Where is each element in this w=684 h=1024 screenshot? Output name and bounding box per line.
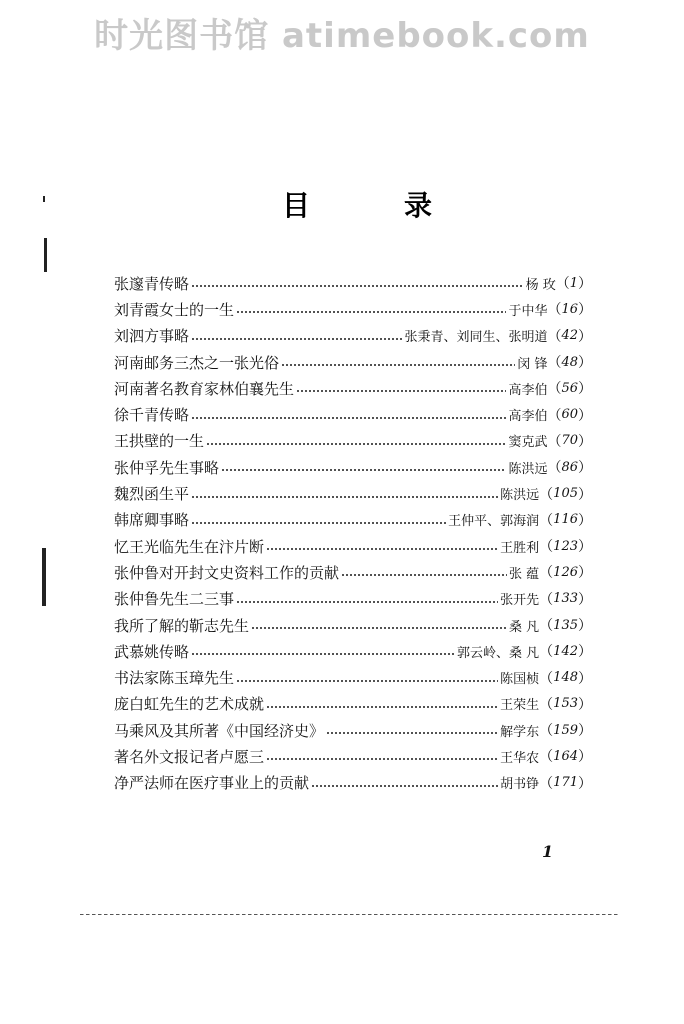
toc-entry-title: 马乘风及其所著《中国经济史》 bbox=[114, 721, 325, 740]
paren-close: ） bbox=[578, 302, 592, 319]
toc-entry-title: 著名外文报记者卢愿三 bbox=[114, 747, 265, 766]
toc-entry-title: 王拱壁的一生 bbox=[114, 432, 205, 451]
toc-entry-page: 86 bbox=[561, 459, 578, 475]
scan-speck bbox=[43, 196, 45, 202]
dot-leader bbox=[266, 548, 498, 550]
bottom-rule bbox=[80, 914, 620, 915]
dot-leader bbox=[236, 680, 498, 682]
toc-entry-title: 河南邮务三杰之一张光俗 bbox=[114, 353, 280, 372]
dot-leader bbox=[206, 443, 506, 445]
toc-entry bbox=[114, 533, 592, 559]
toc-entry-author: 闵 锋 bbox=[517, 356, 548, 372]
dot-leader bbox=[191, 417, 506, 419]
scan-speck bbox=[42, 548, 46, 606]
paren-open: （ bbox=[539, 723, 554, 740]
table-of-contents bbox=[114, 270, 592, 796]
paren-open: （ bbox=[539, 696, 554, 713]
toc-entry-page: 70 bbox=[561, 433, 578, 449]
paren-open: （ bbox=[539, 618, 554, 634]
dot-leader bbox=[326, 732, 498, 734]
paren-open: （ bbox=[539, 486, 554, 503]
toc-entry-author: 王华农 bbox=[500, 750, 540, 766]
paren-close: ） bbox=[578, 644, 592, 661]
paren-open: （ bbox=[547, 433, 562, 450]
paren-open: （ bbox=[539, 775, 554, 792]
paren-close: ） bbox=[578, 670, 592, 687]
dot-leader bbox=[281, 364, 515, 366]
toc-entry-title: 庞白虹先生的艺术成就 bbox=[114, 695, 265, 714]
toc-entry-page: 135 bbox=[553, 617, 578, 633]
toc-entry-title: 书法家陈玉璋先生 bbox=[114, 669, 235, 688]
paren-close: ） bbox=[578, 749, 592, 766]
paren-open: （ bbox=[539, 749, 554, 766]
toc-entry bbox=[114, 664, 592, 690]
toc-entry-title: 张仲鲁对开封文史资料工作的贡献 bbox=[114, 563, 340, 582]
toc-entry bbox=[114, 717, 592, 743]
toc-entry-page: 171 bbox=[553, 775, 578, 791]
toc-entry bbox=[114, 612, 592, 638]
paren-open: （ bbox=[547, 407, 562, 424]
toc-entry-page: 164 bbox=[553, 748, 578, 764]
dot-leader bbox=[191, 653, 455, 655]
paren-open: （ bbox=[555, 276, 570, 293]
paren-open: （ bbox=[539, 644, 554, 661]
paren-close: ） bbox=[578, 512, 592, 529]
toc-entry-author: 王荣生 bbox=[500, 698, 540, 714]
toc-entry bbox=[114, 296, 592, 322]
toc-entry-title: 刘青霞女士的一生 bbox=[114, 300, 235, 319]
dot-leader bbox=[236, 311, 506, 313]
toc-entry bbox=[114, 401, 592, 427]
dot-leader bbox=[191, 285, 524, 287]
toc-entry-title: 刘泗方事略 bbox=[114, 327, 190, 346]
toc-entry-title: 韩席卿事略 bbox=[114, 511, 190, 530]
scan-speck bbox=[44, 238, 47, 272]
toc-entry-title: 魏烈函生平 bbox=[114, 485, 190, 504]
watermark: 时光图书馆 atimebook.com bbox=[94, 16, 590, 56]
toc-entry-author: 王胜利 bbox=[500, 540, 540, 556]
paren-close: ） bbox=[578, 407, 592, 424]
page-number: 1 bbox=[542, 842, 554, 861]
toc-entry-title: 张仲鲁先生二三事 bbox=[114, 590, 235, 609]
toc-entry-page: 42 bbox=[561, 328, 578, 344]
paren-open: （ bbox=[547, 460, 562, 477]
paren-close: ） bbox=[578, 433, 592, 450]
toc-entry bbox=[114, 270, 592, 296]
toc-entry-page: 142 bbox=[553, 643, 578, 659]
toc-entry-author: 郭云岭、桑 凡 bbox=[457, 645, 540, 661]
toc-entry-page: 116 bbox=[553, 512, 578, 528]
toc-entry bbox=[114, 375, 592, 401]
toc-entry-author: 陈洪远 bbox=[508, 461, 548, 477]
toc-entry bbox=[114, 691, 592, 717]
paren-close: ） bbox=[578, 539, 592, 556]
toc-entry-page: 126 bbox=[553, 564, 578, 580]
paren-open: （ bbox=[547, 328, 562, 345]
toc-entry-page: 133 bbox=[553, 591, 578, 607]
paren-close: ） bbox=[578, 328, 592, 345]
toc-entry bbox=[114, 586, 592, 612]
toc-entry-author: 解学东 bbox=[500, 724, 540, 740]
dot-leader bbox=[251, 627, 507, 629]
toc-entry bbox=[114, 770, 592, 796]
toc-entry-author: 张 蕴 bbox=[509, 566, 540, 582]
paren-close: ） bbox=[578, 591, 592, 608]
toc-entry-author: 胡书铮 bbox=[500, 777, 540, 793]
paren-close: ） bbox=[578, 618, 592, 634]
toc-entry-page: 105 bbox=[553, 486, 578, 502]
toc-entry-page: 16 bbox=[561, 301, 578, 317]
toc-entry-page: 48 bbox=[561, 354, 578, 370]
paren-close: ） bbox=[578, 696, 592, 713]
title-char-2: 录 bbox=[403, 189, 432, 222]
toc-entry-author: 张秉青、刘同生、张明道 bbox=[404, 330, 548, 346]
toc-entry-page: 153 bbox=[553, 696, 578, 712]
toc-entry bbox=[114, 349, 592, 375]
paren-open: （ bbox=[539, 512, 554, 529]
toc-entry-author: 王仲平、郭海润 bbox=[448, 514, 540, 530]
toc-entry bbox=[114, 480, 592, 506]
paren-close: ） bbox=[578, 775, 592, 792]
toc-entry-author: 高李伯 bbox=[508, 382, 548, 398]
paren-close: ） bbox=[578, 276, 592, 293]
toc-entry-title: 净严法师在医疗事业上的贡献 bbox=[114, 774, 310, 793]
toc-entry bbox=[114, 743, 592, 769]
paren-open: （ bbox=[547, 302, 562, 319]
toc-entry-page: 148 bbox=[553, 670, 578, 686]
dot-leader bbox=[221, 469, 506, 471]
dot-leader bbox=[191, 496, 498, 498]
paren-close: ） bbox=[578, 460, 592, 477]
paren-open: （ bbox=[547, 355, 562, 372]
dot-leader bbox=[191, 338, 402, 340]
toc-entry bbox=[114, 428, 592, 454]
toc-entry bbox=[114, 507, 592, 533]
paren-open: （ bbox=[539, 670, 554, 687]
toc-entry bbox=[114, 323, 592, 349]
paren-open: （ bbox=[539, 539, 554, 556]
dot-leader bbox=[266, 706, 498, 708]
dot-leader bbox=[311, 785, 498, 787]
paren-open: （ bbox=[539, 565, 554, 582]
toc-entry-page: 56 bbox=[561, 380, 578, 396]
page-title bbox=[282, 184, 432, 224]
toc-entry-title: 河南著名教育家林伯襄先生 bbox=[114, 379, 295, 398]
toc-entry-title: 忆王光临先生在汴片断 bbox=[114, 537, 265, 556]
paren-close: ） bbox=[578, 723, 592, 740]
toc-entry-author: 陈国桢 bbox=[500, 672, 540, 688]
paren-open: （ bbox=[539, 591, 554, 608]
toc-entry-author: 窦克武 bbox=[508, 435, 548, 451]
toc-entry-page: 60 bbox=[561, 407, 578, 423]
dot-leader bbox=[296, 390, 506, 392]
toc-entry-title: 徐千青传略 bbox=[114, 406, 190, 425]
paren-close: ） bbox=[578, 381, 592, 398]
paren-close: ） bbox=[578, 565, 592, 582]
toc-entry-author: 于中华 bbox=[508, 303, 548, 319]
toc-entry-author: 桑 凡 bbox=[509, 619, 540, 635]
toc-entry-page: 1 bbox=[569, 275, 578, 291]
toc-entry-title: 张仲孚先生事略 bbox=[114, 458, 220, 477]
title-char-1: 目 bbox=[282, 189, 311, 222]
toc-entry bbox=[114, 454, 592, 480]
toc-entry-page: 123 bbox=[553, 538, 578, 554]
toc-entry-title: 张邃青传略 bbox=[114, 274, 190, 293]
toc-entry-title: 我所了解的靳志先生 bbox=[114, 616, 250, 635]
toc-entry bbox=[114, 638, 592, 664]
paren-close: ） bbox=[578, 486, 592, 503]
toc-entry-author: 杨 玫 bbox=[525, 277, 556, 293]
paren-close: ） bbox=[578, 355, 592, 372]
dot-leader bbox=[191, 522, 446, 524]
dot-leader bbox=[341, 574, 507, 576]
toc-entry-author: 陈洪远 bbox=[500, 488, 540, 504]
paren-open: （ bbox=[547, 381, 562, 398]
toc-entry-author: 张开先 bbox=[500, 593, 540, 609]
toc-entry-title: 武慕姚传略 bbox=[114, 642, 190, 661]
toc-entry bbox=[114, 559, 592, 585]
dot-leader bbox=[236, 601, 498, 603]
toc-entry-author: 高李伯 bbox=[508, 409, 548, 425]
toc-entry-page: 159 bbox=[553, 722, 578, 738]
dot-leader bbox=[266, 758, 498, 760]
